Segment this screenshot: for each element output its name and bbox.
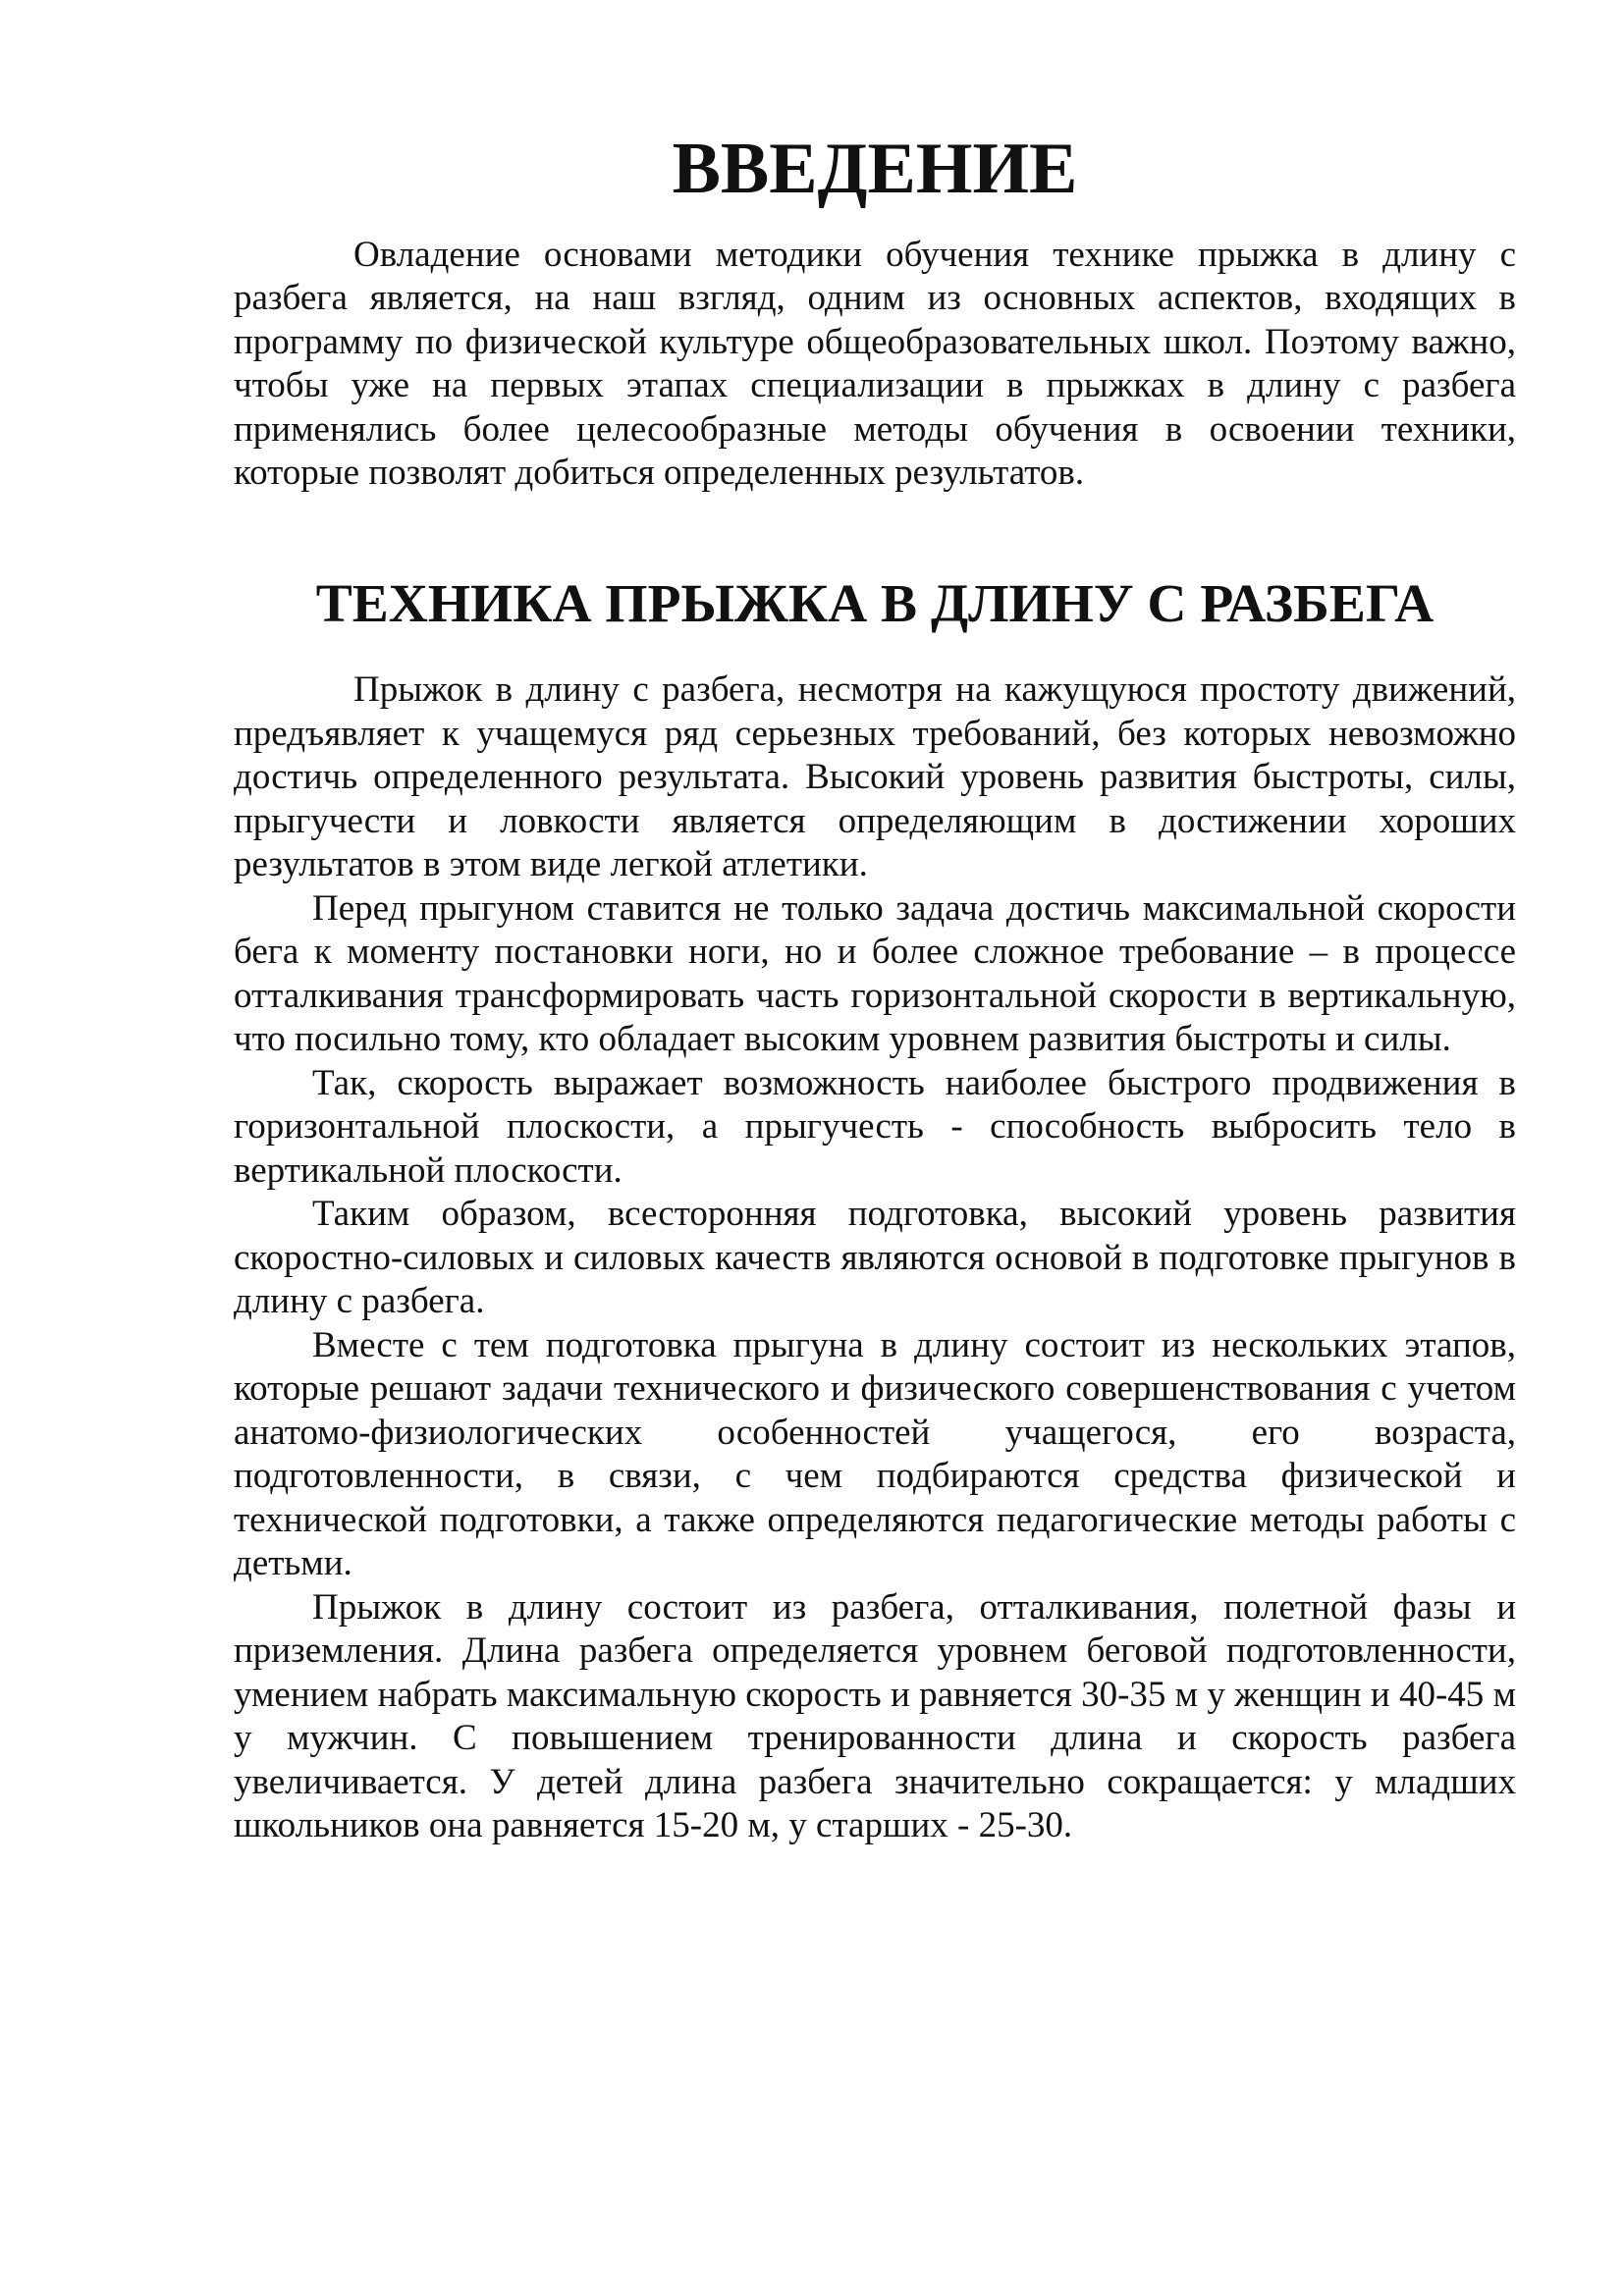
technique-paragraph-4: Таким образом, всесторонняя подготовка, высокий уровень развития скоростно-силовых и силовых качеств являются основой в подготовке прыгунов в длину с разбега. bbox=[234, 1194, 1516, 1321]
section-heading-introduction: ВВЕДЕНИЕ bbox=[672, 129, 1078, 209]
document-page bbox=[234, 129, 1516, 1848]
technique-paragraph-5: Вместе с тем подготовка прыгуна в длину состоит из нескольких этапов, которые решают задачи технического и физического совершенствования с учетом анатомо-физиологических особенностей учащегося, его возраста, подготовленности, в связи, с чем подбираются средства физической и технической подготовки, а также определяются педагогические методы работы с детьми. bbox=[234, 1324, 1516, 1583]
technique-paragraph-3: Так, скорость выражает возможность наиболее быстрого продвижения в горизонтальной плоскости, а прыгучесть - способность выбросить тело в вертикальной плоскости. bbox=[234, 1062, 1516, 1191]
introduction-paragraph: Овладение основами методики обучения технике прыжка в длину с разбега является, на наш взгляд, одним из основных аспектов, входящих в программу по физической культуре общеобразовательных школ. Поэтому важно, чтобы уже на первых этапах специализации в прыжках в длину с разбега применялись более целесообразные методы обучения в освоении техники, которые позволят добиться определенных результатов. bbox=[234, 234, 1516, 493]
technique-paragraph-1: Прыжок в длину с разбега, несмотря на кажущуюся простоту движений, предъявляет к учащемуся ряд серьезных требований, без которых невозможно достичь определенного результата. Высокий уровень развития быстроты, силы, прыгучести и ловкости является определяющим в достижении хороших результатов в этом виде легкой атлетики. bbox=[234, 669, 1516, 884]
section-heading-long-jump-technique: ТЕХНИКА ПРЫЖКА В ДЛИНУ С РАЗБЕГА bbox=[315, 573, 1435, 634]
technique-paragraph-2: Перед прыгуном ставится не только задача достичь максимальной скорости бега к моменту постановки ноги, но и более сложное требование – в процессе отталкивания трансформировать часть горизонтальной скорости в вертикальную, что посильно тому, кто обладает высоким уровнем развития быстроты и силы. bbox=[234, 887, 1516, 1059]
technique-paragraph-6: Прыжок в длину состоит из разбега, отталкивания, полетной фазы и приземления. Длина разбега определяется уровнем беговой подготовленности, умением набрать максимальную скорость и равняется 30-35 м у женщин и 40-45 м у мужчин. С повышением тренированности длина и скорость разбега увеличивается. У детей длина разбега значительно сокращается: у младших школьников она равняется 15-20 м, у старших - 25-30. bbox=[234, 1586, 1516, 1845]
